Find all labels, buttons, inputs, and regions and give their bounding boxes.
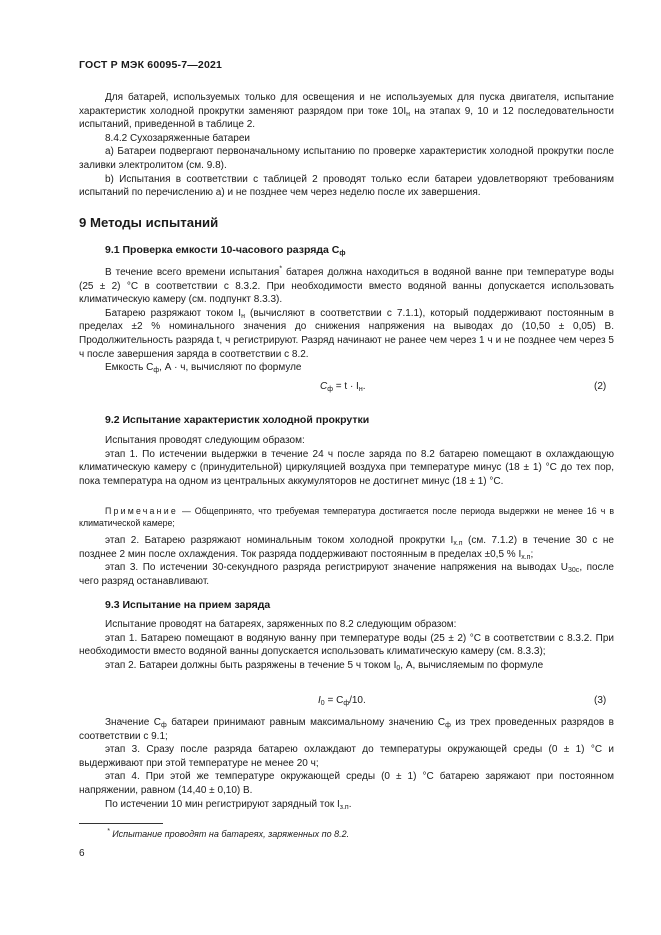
document-header: ГОСТ Р МЭК 60095-7—2021	[79, 59, 223, 71]
s92-stage-2: этап 2. Батарею разряжают номинальным током холодной прокрутки $I_{х.п}$ (см. 7.1.2) в течение 30 с не позднее 2 мин после охлаждения. Ток разряда поддерживают постоянным в пределах ±0,5 % $I_{х.п}$;	[79, 535, 614, 561]
section-9-1-title: 9.1 Проверка емкости 10-часового разряда $C_ф$	[105, 244, 346, 257]
s93-stage-4: этап 4. При этой же температуре окружающей среды (0 ± 1) °С батарею заряжают при постоянном напряжении, равном (14,40 ± 0,10) В.	[79, 771, 614, 796]
section-9-3-body	[79, 618, 614, 672]
intro-item-b: b) Испытания в соответствии с таблицей 2 проводят только если батареи удовлетворяют требованиям испытаний по перечислению a) и не позднее чем через неделю после их завершения.	[79, 173, 614, 199]
clause-8-4-2-title: 8.4.2 Сухозаряженные батареи	[105, 132, 250, 144]
s93-paragraph-final: По истечении 10 мин регистрируют зарядный ток $I_{з.п}$.	[105, 798, 352, 811]
formula-3: $I_0 = C_ф/10$.	[318, 695, 366, 707]
s92-note	[79, 505, 614, 530]
intro-block	[79, 91, 614, 200]
s92-paragraph-1: Испытания проводят следующим образом:	[105, 435, 305, 446]
formula-2-number: (2)	[594, 381, 607, 392]
s92-stage-1: этап 1. По истечении выдержки в течение 24 ч после заряда по 8.2 батарею помещают в охлаждающую климатическую камеру с (принудительной) циркуляцией воздуха при температуре минус (18 ± 1) °С до тех пор, пока температура на одном из центральных аккумуляторов не достигнет минус (18 ± 1) °С.	[79, 448, 614, 487]
formula-3-number: (3)	[594, 695, 607, 706]
section-9-title: 9 Методы испытаний	[79, 215, 219, 230]
s91-paragraph-2: Батарею разряжают током $I_н$ (вычисляют в соответствии с 7.1.1), который поддерживают постоянным в пределах ±2 % номинального значения до снижения напряжения на выводах до (10,50 ± 0,05) В. Продолжительность разряда t, ч регистрируют. Разряд начинают не ранее чем через 1 ч и не позднее чем через 5 ч после завершения заряда в соответствии с 8.2.	[79, 307, 614, 360]
section-9-2-body	[79, 434, 614, 488]
s92-stage-3: этап 3. По истечении 30-секундного разряда регистрируют значение напряжения на выводах $U_{30с}$, после чего разряд останавливают.	[79, 562, 614, 587]
note-label: Примечание	[105, 506, 178, 516]
s91-paragraph-3: Емкость $C_ф$, А · ч, вычисляют по формуле	[105, 362, 302, 375]
section-9-3-body-cont	[79, 716, 614, 811]
note-text: — Общепринято, что требуемая температура достигается после периода выдержки не менее 16 ч в климатической камере;	[79, 506, 614, 529]
section-9-2-body-cont	[79, 534, 614, 588]
s93-paragraph-value: Значение $C_ф$ батареи принимают равным максимальному значению $C_ф$ из трех проведенных разрядов в соответствии с 9.1;	[79, 717, 614, 742]
section-9-1-body	[79, 266, 614, 375]
s91-paragraph-1: В течение всего времени испытания* батарея должна находиться в водяной ванне при температуре воды (25 ± 2) °С в соответствии с 8.3.2. При необходимости вместо водяной ванны допускается использовать климатическую камеру (см. подпункт 8.3.3).	[79, 265, 614, 306]
s93-stage-2: этап 2. Батареи должны быть разряжены в течение 5 ч током $I_0$, А, вычисляемым по формуле	[105, 659, 544, 672]
section-9-3-title: 9.3 Испытание на прием заряда	[105, 599, 271, 611]
s93-stage-1: этап 1. Батарею помещают в водяную ванну при температуре воды (25 ± 2) °С в соответствии с 8.3.2. При необходимости вместо водяной ванны допускается использовать климатическую камеру (см. 8.3.3);	[79, 632, 614, 658]
s93-stage-3: этап 3. Сразу после разряда батарею охлаждают до температуры окружающей среды (0 ± 1) °С и выдерживают при этой температуре не менее 20 ч;	[79, 744, 614, 769]
intro-item-a: a) Батареи подвергают первоначальному испытанию по проверке характеристик холодной прокрутки после заливки электролитом (см. 9.8).	[79, 146, 614, 171]
section-9-2-title: 9.2 Испытание характеристик холодной прокрутки	[105, 414, 370, 426]
intro-paragraph-1: Для батарей, используемых только для освещения и не используемых для пуска двигателя, испытание характеристик холодной прокрутки заменяют разрядом при токе $10I_н$ на этапах 9, 10 и 12 последовательности испытаний, приведенной в таблице 2.	[79, 92, 614, 131]
footnote-divider	[79, 823, 163, 824]
footnote: * Испытание проводят на батареях, заряженных по 8.2.	[107, 828, 350, 839]
formula-2: $C_ф = t \cdot I_н$.	[320, 381, 366, 393]
page-number: 6	[79, 848, 85, 859]
s93-paragraph-1: Испытание проводят на батареях, заряженных по 8.2 следующим образом:	[105, 619, 457, 630]
